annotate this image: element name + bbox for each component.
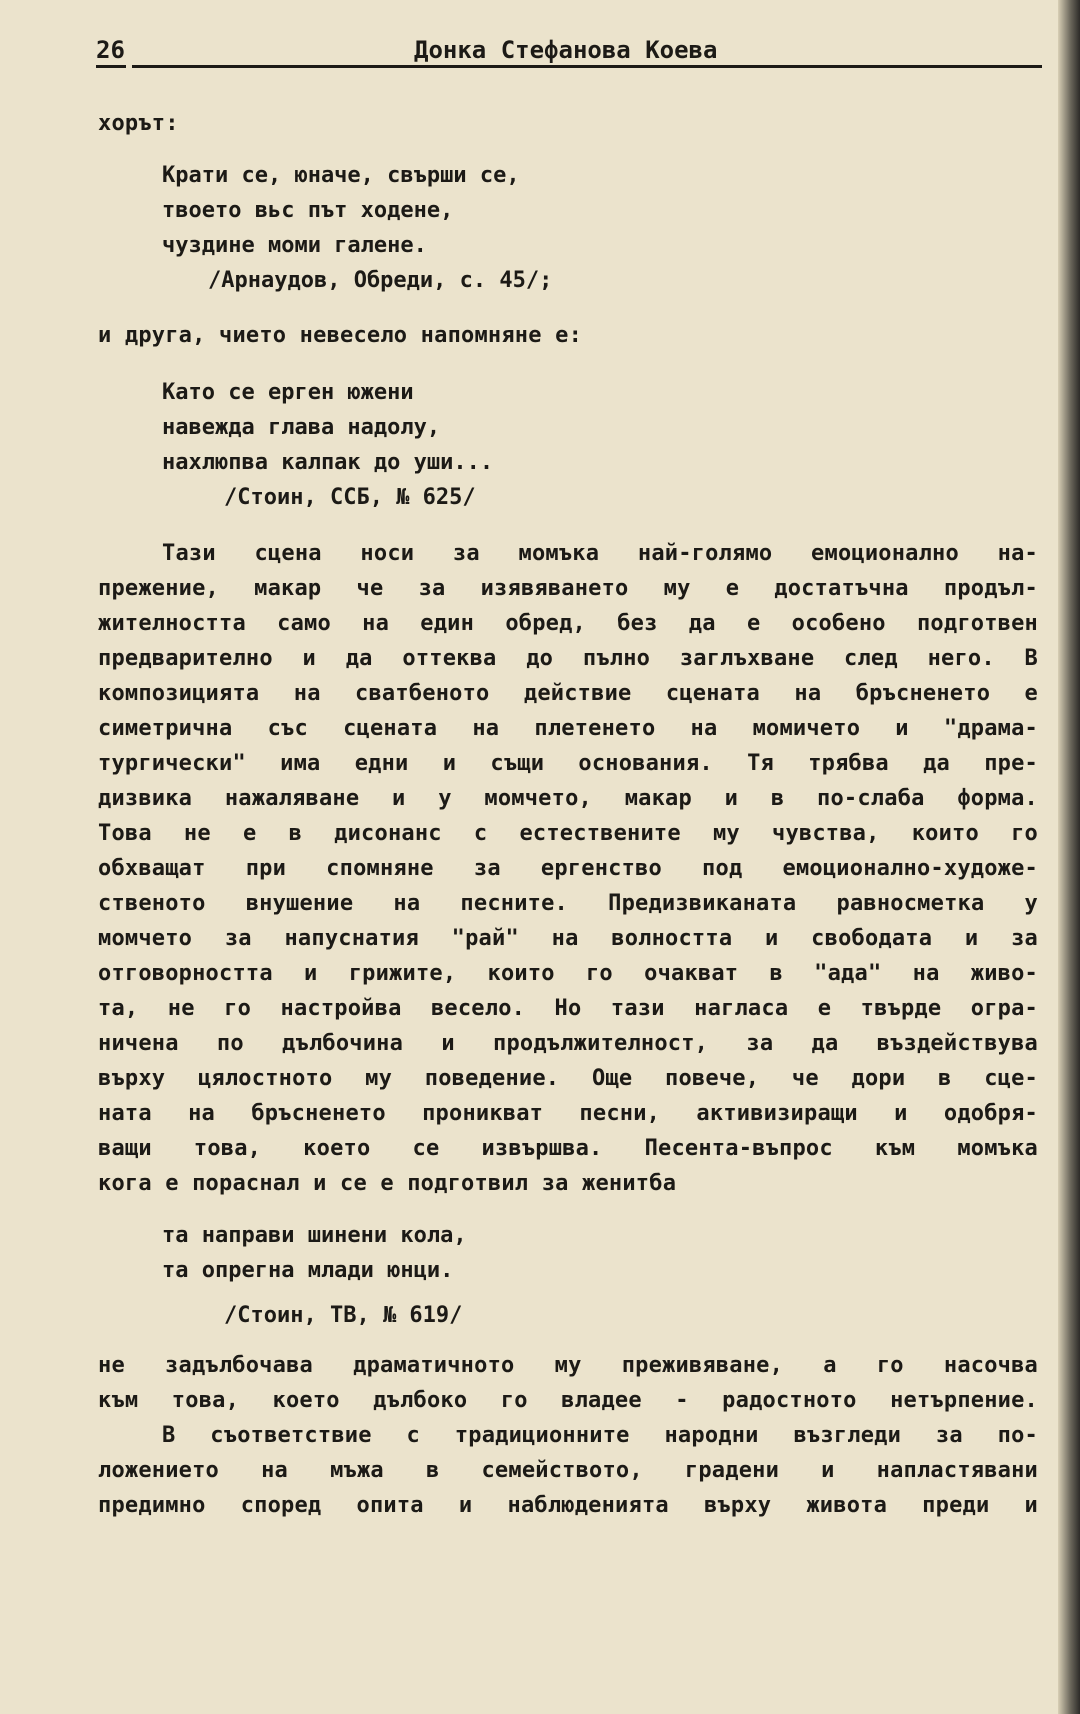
paragraph-line: кога е пораснал и се е подготвил за женитба — [98, 1171, 677, 1196]
paragraph-line: Тази сцена носи за момъка най-голямо емоционално на- — [162, 541, 1038, 566]
paragraph-line: ващи това, което се извършва. Песента-въпрос към момъка — [98, 1136, 1038, 1161]
page-header — [96, 36, 1042, 70]
paragraph-line: симетрична със сцената на плетенето на момичето и "драма- — [98, 716, 1038, 741]
verse-line: твоето вьс път ходене, — [162, 198, 454, 223]
paragraph-line: не задълбочава драматичното му преживяване, а го насочва — [98, 1353, 1038, 1378]
paragraph-line: та, не го настройва весело. Но тази нагласа е твърде огра- — [98, 996, 1038, 1021]
verse-line: навежда глава надолу, — [162, 415, 441, 440]
paragraph-line: тургически" има едни и същи основания. Тя трябва да пре- — [98, 751, 1038, 776]
bridge-line — [98, 318, 1038, 353]
paragraph-line: към това, което дълбоко го владее - радостното нетърпение. — [98, 1388, 1038, 1413]
paragraph-line: ната на бръсненето проникват песни, активизиращи и одобря- — [98, 1101, 1038, 1126]
paragraph-line: дизвика нажаляване и у момчето, макар и в по-слаба форма. — [98, 786, 1038, 811]
header-rule-left — [96, 65, 126, 68]
verse-line: нахлюпва калпак до уши... — [162, 450, 494, 475]
running-title: Донка Стефанова Коева — [414, 36, 718, 64]
paragraph-line: обхващат при спомняне за ергенство под емоционално-художе- — [98, 856, 1038, 881]
verse-line: чуздине моми галене. — [162, 233, 427, 258]
verse-citation: /Стоин, ТВ, № 619/ — [224, 1303, 463, 1328]
verse-line: Крати се, юначе, свърши се, — [162, 163, 520, 188]
header-rule — [132, 65, 1042, 68]
paragraph-3 — [98, 1418, 1038, 1523]
paragraph-line: отговорността и грижите, които го очакват в "ада" на живо- — [98, 961, 1038, 986]
verse-line: Като се ерген южени — [162, 380, 414, 405]
verse-block-3 — [162, 1218, 467, 1333]
page-edge-shadow — [1058, 0, 1080, 1714]
bridge-text: и друга, чието невесело напомняне е: — [98, 323, 583, 348]
page-number: 26 — [96, 36, 125, 64]
paragraph-line: момчето за напуснатия "рай" на волността и свободата и за — [98, 926, 1038, 951]
paragraph-line: композицията на сватбеното действие сцената на бръсненето е — [98, 681, 1038, 706]
paragraph-1 — [98, 536, 1038, 1201]
verse-block-2 — [162, 375, 493, 515]
verse-citation: /Арнаудов, Обреди, с. 45/; — [208, 268, 553, 293]
paragraph-line: ственото внушение на песните. Предизвиканата равносметка у — [98, 891, 1038, 916]
paragraph-line: В съответствие с традиционните народни възгледи за по- — [162, 1423, 1038, 1448]
verse-line: та направи шинени кола, — [162, 1223, 467, 1248]
verse-citation: /Стоин, ССБ, № 625/ — [224, 485, 476, 510]
paragraph-line: жителността само на един обред, без да е особено подготвен — [98, 611, 1038, 636]
paragraph-line: предварително и да оттеква до пълно заглъхване след него. В — [98, 646, 1038, 671]
paragraph-line: предимно според опита и наблюденията върху живота преди и — [98, 1493, 1038, 1518]
intro-text: хорът: — [98, 111, 179, 136]
paragraph-line: прежение, макар че за изявяването му е достатъчна продъл- — [98, 576, 1038, 601]
verse-line: та опрегна млади юнци. — [162, 1258, 454, 1283]
intro-line — [98, 106, 1038, 141]
verse-block-1 — [162, 158, 552, 298]
paragraph-line: върху цялостното му поведение. Още повече, че дори в сце- — [98, 1066, 1038, 1091]
paragraph-line: Това не е в дисонанс с естествените му чувства, които го — [98, 821, 1038, 846]
paragraph-2 — [98, 1348, 1038, 1418]
paragraph-line: ничена по дълбочина и продължителност, за да въздействува — [98, 1031, 1038, 1056]
paragraph-line: ложението на мъжа в семейството, градени и напластявани — [98, 1458, 1038, 1483]
